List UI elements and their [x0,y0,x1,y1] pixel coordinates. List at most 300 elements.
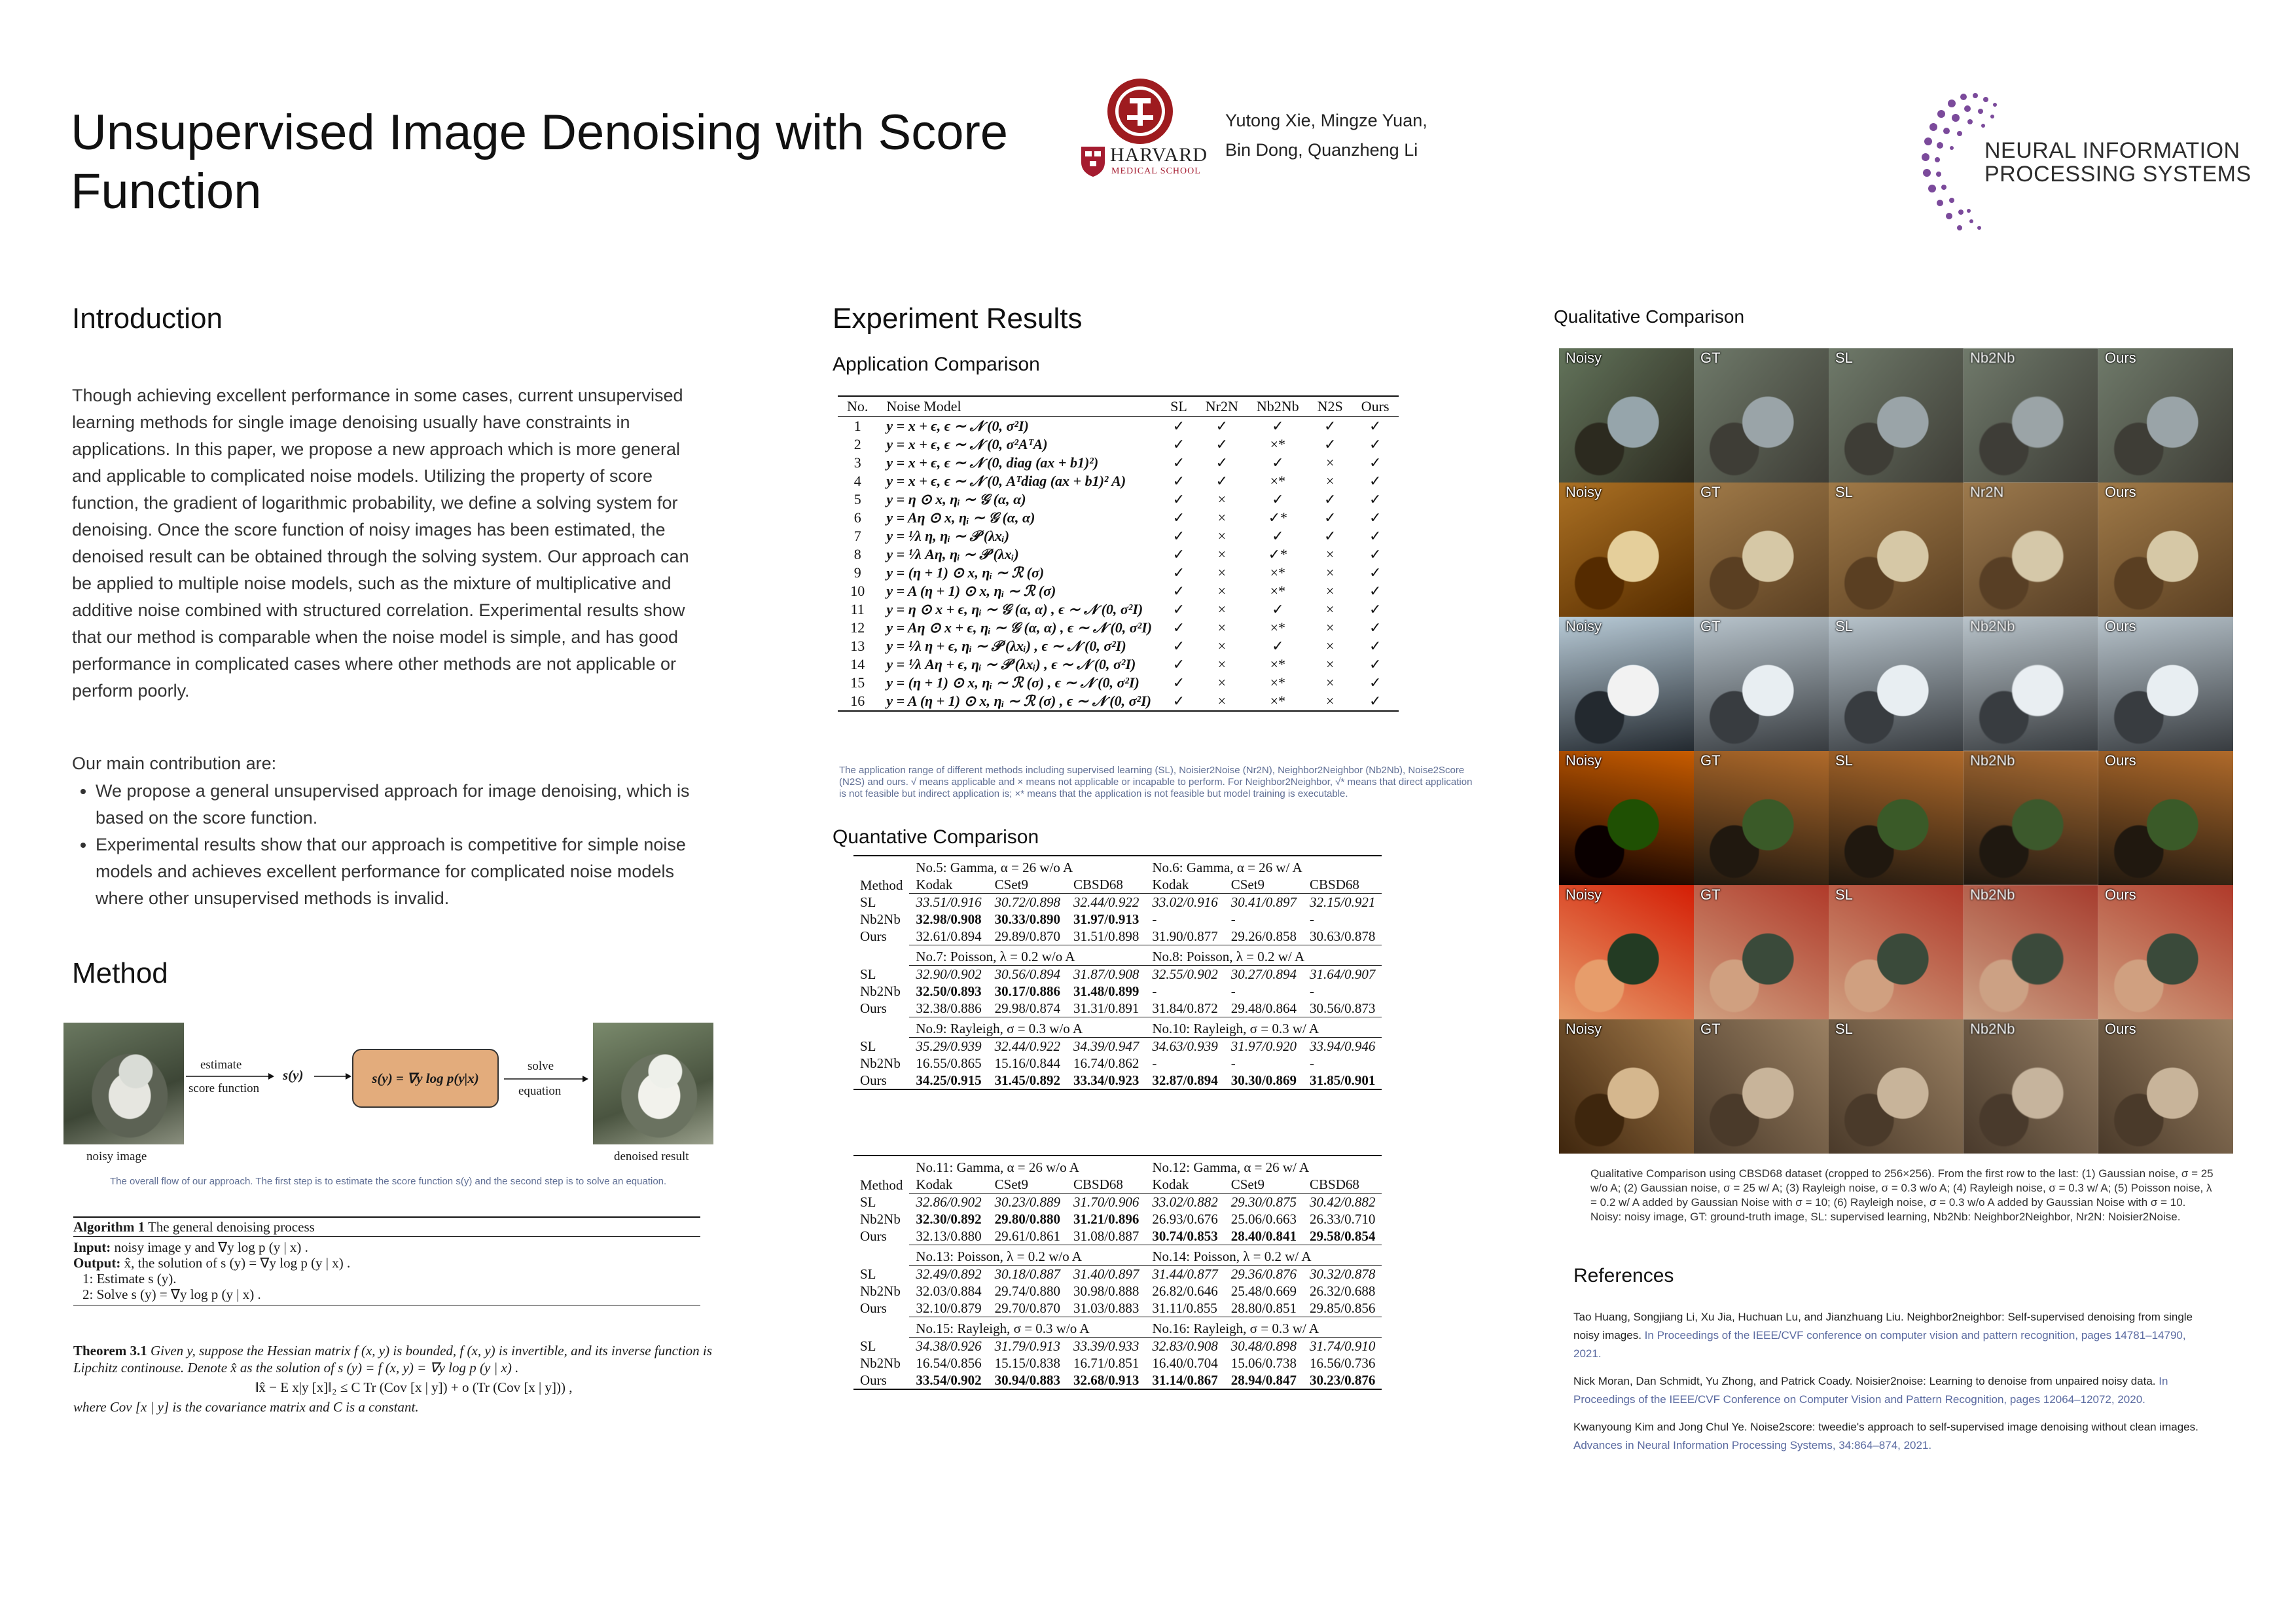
row-number: 6 [853,509,861,526]
method-name: Ours [860,1000,887,1017]
method-name: Ours [860,928,887,945]
metric-value: 31.21/0.896 [1073,1211,1139,1227]
metric-value: 29.74/0.880 [994,1283,1061,1299]
table-row [838,600,1399,619]
table-row [853,1283,1382,1300]
authors [1225,106,1427,165]
table-row [838,655,1399,674]
image-label: Nb2Nb [1970,1021,2015,1037]
algorithm-output: x̂, the solution of s (y) = ∇y log p (y | x) . [124,1255,351,1271]
applicability-mark: × [1217,546,1227,562]
group-header-row [853,856,1382,876]
metric-value: 16.71/0.851 [1073,1355,1139,1371]
applicability-mark: ✓ [1272,454,1284,471]
metric-value: - [1310,911,1315,927]
applicability-mark: ×* [1247,692,1308,711]
metric-value: 30.23/0.889 [994,1194,1061,1210]
applicability-mark: ✓ [1352,692,1399,711]
applicability-mark: × [1326,619,1335,636]
metric-value: 31.79/0.913 [994,1338,1061,1354]
metric-value: 32.87/0.894 [1145,1072,1224,1089]
application-table-wrap [838,395,1399,712]
metric-value: 30.72/0.898 [994,894,1061,910]
metric-value: 32.44/0.922 [1073,894,1139,910]
applicability-mark: ✓ [1369,491,1382,507]
comparison-image [1559,1019,1694,1154]
reference-item [1573,1308,2202,1363]
application-caption: The application range of different methods including supervised learning (SL), Noisier2Noise (Nr2N), Neighbor2Neighbor (Nb2Nb), Noise2Score (N2S) and ours. √ means applicable and × means not applicable or incapable to perform. For Neighbor2Neighbor, √* means that direct application is not feasible but indirect application is; ×* means that the application is not feasible but model training is executable. [839,765,1473,799]
table-row [838,674,1399,692]
image-label: SL [1835,886,1853,903]
image-label: Noisy [1566,618,1602,634]
applicability-mark: ✓ [1172,674,1185,691]
equation-label: equation [518,1084,562,1098]
table-row [838,509,1399,527]
table-row [838,692,1399,711]
image-label: Noisy [1566,886,1602,903]
app-col-header: Nb2Nb [1247,396,1308,417]
image-label: GT [1700,350,1721,366]
applicability-mark: ✓ [1215,436,1229,452]
dataset-label: CBSD68 [1303,1176,1382,1194]
metric-value: 32.13/0.880 [916,1228,982,1244]
comparison-image [1559,348,1694,483]
metric-value: 31.87/0.908 [1073,966,1139,982]
table-row [853,1266,1382,1283]
noise-setting-header: No.11: Gamma, α = 26 w/o A [909,1156,1145,1176]
metric-value: 15.06/0.738 [1230,1355,1297,1371]
comparison-image [1559,885,1694,1019]
applicability-mark: ✓ [1172,418,1185,434]
metric-value: 33.54/0.902 [909,1372,988,1389]
method-name: Ours [860,1228,887,1245]
dataset-label: Kodak [1145,1176,1224,1194]
authors-line-2: Bin Dong, Quanzheng Li [1225,140,1418,160]
comparison-image [2098,885,2233,1019]
table-row [838,545,1399,564]
metric-value: - [1310,1055,1315,1071]
noise-model-formula: y = ¹⁄λ Aη, ηᵢ ∼ 𝒫 (λxᵢ) [886,546,1019,562]
comparison-image [1694,885,1829,1019]
metric-value: 29.85/0.856 [1310,1300,1376,1316]
noise-model-formula: y = A (η + 1) ⊙ x, ηᵢ ∼ ℛ (σ) [886,583,1056,599]
metric-value: 32.61/0.894 [916,928,982,944]
applicability-mark: ✓ [1369,418,1382,434]
method-header-cell: Method [853,856,909,894]
noise-model-formula: y = (η + 1) ⊙ x, ηᵢ ∼ ℛ (σ) , ϵ ∼ 𝒩 (0, σ²I) [886,674,1139,691]
noise-model-formula: y = x + ϵ, ϵ ∼ 𝒩 (0, σ²AᵀA) [886,436,1048,452]
reference-text: Nick Moran, Dan Schmidt, Yu Zhong, and Patrick Coady. Noisier2noise: Learning to denoise from unpaired noisy data. [1573,1375,2156,1387]
algorithm-box [73,1216,700,1305]
table-row [853,1300,1382,1317]
denoised-image-thumb [593,1023,713,1144]
applicability-mark: × [1326,454,1335,471]
image-label: Nb2Nb [1970,350,2015,366]
image-label: Nr2N [1970,484,2004,500]
group-header-row [853,945,1382,966]
metric-value: 30.33/0.890 [994,911,1061,927]
arrow-to-box [314,1072,352,1080]
metric-value: 31.74/0.910 [1310,1338,1376,1354]
table-row [853,966,1382,983]
applicability-mark: ✓ [1172,656,1185,672]
quant-table [853,1155,1382,1390]
image-label: GT [1700,1021,1721,1037]
noise-setting-header: No.9: Rayleigh, σ = 0.3 w/o A [909,1017,1145,1038]
reference-venue: Advances in Neural Information Processing Systems, 34:864–874, 2021. [1573,1439,1932,1451]
introduction-heading: Introduction [72,302,223,335]
noise-model-formula: y = η ⊙ x, ηᵢ ∼ 𝒢 (α, α) [886,491,1026,507]
method-name: Ours [860,1300,887,1317]
metric-value: 32.49/0.892 [916,1266,982,1282]
method-name: Nb2Nb [860,911,901,927]
table-row [853,1055,1382,1072]
metric-value: 16.40/0.704 [1152,1355,1218,1371]
table-row [838,417,1399,436]
dataset-label: CSet9 [1225,1176,1303,1194]
arrow-estimate [186,1072,275,1080]
qualitative-caption: Qualitative Comparison using CBSD68 dataset (cropped to 256×256). From the first row to the last: (1) Gaussian noise, σ = 25 w/o A; (2) Gaussian noise, σ = 25 w/ A; (3) Rayleigh noise, σ = 0.3 w/o A; (4) Rayleigh noise, σ = 0.3 w/ A; (5) Poisson noise, λ = 0.2 w/ A added by Gaussian Noise with σ = 10; (6) Rayleigh noise, σ = 0.3 w/o A added by Gaussian Noise with σ = 10. Noisy: noisy image, GT: ground-truth image, SL: supervised learning, Nb2Nb: Neighbor2Neighbor, Nr2N: Noisier2Noise. [1590,1167,2214,1223]
applicability-mark: ✓ [1324,491,1336,507]
image-label: Ours [2105,484,2136,500]
applicability-mark: ✓ [1272,601,1284,617]
s-of-y-label: s(y) [283,1067,304,1083]
applicability-mark: ×* [1270,564,1285,581]
metric-value: 31.97/0.920 [1230,1038,1297,1054]
metric-value: 32.90/0.902 [916,966,982,982]
metric-value: 31.31/0.891 [1073,1000,1139,1016]
theorem-tail: where Cov [x | y] is the covariance matrix and C is a constant. [73,1399,419,1415]
method-name: Nb2Nb [860,983,901,999]
metric-value: 34.38/0.926 [916,1338,982,1354]
metric-value: - [1152,1055,1157,1071]
contribution-item: • Experimental results show that our approach is competitive for simple noise models and achieves excellent performance for complicated noise models where other unsupervised methods is invalid. [96,831,724,912]
row-number: 9 [853,564,861,581]
table-row [853,1211,1382,1228]
metric-value: 30.23/0.876 [1303,1372,1382,1389]
metric-value: 31.90/0.877 [1152,928,1218,944]
image-label: GT [1700,752,1721,769]
metric-value: 31.51/0.898 [1073,928,1139,944]
noise-model-formula: y = x + ϵ, ϵ ∼ 𝒩 (0, σ²I) [886,418,1029,434]
noisy-image-label: noisy image [86,1150,147,1163]
noise-model-formula: y = ¹⁄λ Aη + ϵ, ηᵢ ∼ 𝒫 (λxᵢ) , ϵ ∼ 𝒩 (0, σ²I) [886,656,1136,672]
applicability-mark: ✓ [1272,418,1284,434]
applicability-mark: × [1326,583,1335,599]
applicability-mark: × [1217,656,1227,672]
metric-value: 33.94/0.946 [1310,1038,1376,1054]
table-row [838,564,1399,582]
app-col-header: Nr2N [1196,396,1247,417]
score-equation-box: s(y) = ∇y log p(y|x) [352,1049,499,1108]
comparison-image [2098,483,2233,617]
row-number: 4 [853,473,861,489]
metric-value: - [1310,983,1315,999]
applicability-mark: ×* [1270,619,1285,636]
applicability-mark: ✓ [1324,528,1336,544]
theorem-text: Given y, suppose the Hessian matrix f (x, y) is bounded, f (x, y) is invertible, and its inverse function is Lipchitz continouse. Denote x̂ as the solution of s (y) = f (x, y) = ∇y log p (y | x) . [73,1343,712,1376]
dataset-header-row [853,1176,1382,1194]
row-number: 14 [850,656,865,672]
applicability-mark: ✓ [1172,436,1185,452]
table-row [853,1194,1382,1211]
harvard-shield-icon [1080,145,1106,178]
metric-value: 28.80/0.851 [1230,1300,1297,1316]
metric-value: 33.02/0.916 [1152,894,1218,910]
row-number: 13 [850,638,865,654]
applicability-mark: ✓ [1172,473,1185,489]
image-label: SL [1835,752,1853,769]
qualitative-heading: Qualitative Comparison [1554,306,1745,327]
algorithm-output-label: Output: [73,1255,121,1271]
contribution-item: • We propose a general unsupervised approach for image denoising, which is based on the score function. [96,778,724,831]
algorithm-input-label: Input: [73,1239,111,1255]
applicability-mark: ✓ [1324,436,1336,452]
image-label: Ours [2105,752,2136,769]
table-row [853,1228,1382,1245]
applicability-mark: ×* [1270,583,1285,599]
applicability-mark: × [1326,674,1335,691]
metric-value: 30.56/0.873 [1310,1000,1376,1016]
noise-setting-header: No.12: Gamma, α = 26 w/ A [1145,1156,1382,1176]
metric-value: 26.93/0.676 [1152,1211,1218,1227]
image-label: Nb2Nb [1970,886,2015,903]
table-row [853,1038,1382,1055]
method-header-cell: Method [853,1156,909,1194]
table-row [853,894,1382,911]
estimate-label: estimate [200,1058,242,1072]
metric-value: 15.15/0.838 [994,1355,1061,1371]
dataset-label: CBSD68 [1303,876,1382,894]
table-row [853,1372,1382,1389]
method-name: Ours [853,1372,909,1389]
metric-value: 30.30/0.869 [1225,1072,1303,1089]
applicability-mark: ✓ [1161,692,1196,711]
applicability-mark: ✓ [1369,674,1382,691]
applicability-mark: ✓ [1369,656,1382,672]
metric-value: 33.51/0.916 [916,894,982,910]
applicability-mark: ✓ [1172,454,1185,471]
reference-text: Kwanyoung Kim and Jong Chul Ye. Noise2score: tweedie's approach to self-supervised image denoising without clean images. [1573,1421,2198,1433]
noise-model-formula: y = x + ϵ, ϵ ∼ 𝒩 (0, diag (ax + b1)²) [886,454,1099,471]
applicability-mark: ✓ [1369,509,1382,526]
metric-value: 30.41/0.897 [1230,894,1297,910]
noisy-image-thumb [63,1023,184,1144]
applicability-mark: ✓* [1268,509,1287,526]
algorithm-input: noisy image y and ∇y log p (y | x) . [114,1239,308,1255]
metric-value: 29.30/0.875 [1230,1194,1297,1210]
comparison-image [1694,348,1829,483]
pku-logo [1106,77,1174,145]
applicability-mark: ✓ [1272,528,1284,544]
app-col-header: Noise Model [877,396,1161,417]
metric-value: 35.29/0.939 [916,1038,982,1054]
metric-value: 31.48/0.899 [1073,983,1139,999]
poster-title: Unsupervised Image Denoising with Score Function [71,105,1009,219]
authors-line-1: Yutong Xie, Mingze Yuan, [1225,111,1427,130]
noise-setting-header: No.6: Gamma, α = 26 w/ A [1145,856,1382,876]
metric-value: 30.48/0.898 [1230,1338,1297,1354]
metric-value: 31.85/0.901 [1303,1072,1382,1089]
metric-value: 26.32/0.688 [1310,1283,1376,1299]
applicability-mark: ✓* [1268,546,1287,562]
applicability-mark: ✓ [1369,583,1382,599]
applicability-mark: ✓ [1369,454,1382,471]
table-row [853,1355,1382,1372]
group-header-row [853,1245,1382,1266]
metric-value: 30.17/0.886 [994,983,1061,999]
metric-value: 29.48/0.864 [1230,1000,1297,1016]
image-label: Ours [2105,350,2136,366]
metric-value: 32.10/0.879 [916,1300,982,1316]
arrow-solve [504,1075,589,1083]
metric-value: - [1230,983,1236,999]
metric-value: 29.58/0.854 [1310,1228,1376,1244]
image-label: GT [1700,886,1721,903]
image-label: Nb2Nb [1970,752,2015,769]
noise-setting-header: No.15: Rayleigh, σ = 0.3 w/o A [909,1317,1145,1338]
dataset-label: Kodak [909,1176,988,1194]
image-label: GT [1700,618,1721,634]
row-number: 7 [853,528,861,544]
method-heading: Method [72,957,168,989]
table-row [838,490,1399,509]
image-label: Noisy [1566,752,1602,769]
image-label: SL [1835,1021,1853,1037]
row-number: 3 [853,454,861,471]
comparison-image [1964,348,2098,483]
comparison-image [1829,483,1964,617]
dataset-label: CBSD68 [1067,876,1145,894]
table-row [853,983,1382,1000]
applicability-mark: × [1217,619,1227,636]
comparison-image [1694,483,1829,617]
comparison-image [1559,751,1694,885]
comparison-image [1964,751,2098,885]
table-row [838,435,1399,454]
applicability-mark: × [1326,656,1335,672]
metric-value: 30.32/0.878 [1310,1266,1376,1282]
reference-text: Tao Huang, Songjiang Li, Xu Jia, Huchuan Lu, and Jianzhuang Liu. Neighbor2neighbor: Self-supervised denoising from single noisy images. [1573,1311,2193,1341]
comparison-image [1829,617,1964,751]
method-name: SL [860,966,876,982]
metric-value: 33.34/0.923 [1067,1072,1145,1089]
metric-value: 29.61/0.861 [994,1228,1061,1244]
row-number: 2 [853,436,861,452]
metric-value: 25.06/0.663 [1230,1211,1297,1227]
application-comparison-heading: Application Comparison [833,354,1040,375]
solve-label: solve [528,1059,554,1073]
applicability-mark: ✓ [1172,564,1185,581]
table-row [853,1000,1382,1017]
metric-value: - [1230,911,1236,927]
theorem-label: Theorem 3.1 [73,1343,147,1359]
app-col-header: Ours [1352,396,1399,417]
neurips-line-2: PROCESSING SYSTEMS [1984,162,2251,187]
metric-value: 16.56/0.736 [1310,1355,1376,1371]
method-name: SL [860,1038,876,1054]
metric-value: 31.70/0.906 [1073,1194,1139,1210]
applicability-mark: ✓ [1369,601,1382,617]
applicability-mark: × [1326,638,1335,654]
theorem-block [73,1342,754,1415]
reference-item [1573,1418,2202,1455]
row-number: 11 [850,601,865,617]
metric-value: 29.26/0.858 [1230,928,1297,944]
applicability-mark: × [1217,674,1227,691]
table-row [853,928,1382,945]
comparison-image [1694,751,1829,885]
comparison-image [1829,885,1964,1019]
metric-value: 30.42/0.882 [1310,1194,1376,1210]
image-label: Ours [2105,1021,2136,1037]
applicability-mark: ✓ [1172,601,1185,617]
method-name: SL [860,1266,876,1282]
applicability-mark: ✓ [1324,509,1336,526]
table-row [838,619,1399,637]
dataset-label: CBSD68 [1067,1176,1145,1194]
noise-setting-header: No.5: Gamma, α = 26 w/o A [909,856,1145,876]
image-label: Ours [2105,886,2136,903]
comparison-image [1829,751,1964,885]
comparison-image [1964,617,2098,751]
applicability-mark: ✓ [1215,454,1229,471]
metric-value: 29.36/0.876 [1230,1266,1297,1282]
metric-value: 32.38/0.886 [916,1000,982,1016]
comparison-image [1694,1019,1829,1154]
row-number: 10 [850,583,865,599]
dataset-label: Kodak [909,876,988,894]
image-label: SL [1835,350,1853,366]
table-row [838,637,1399,655]
experiments-heading: Experiment Results [833,302,1083,335]
method-name: Nb2Nb [860,1211,901,1227]
spacer-cell [853,945,909,966]
reference-item [1573,1372,2202,1409]
metric-value: 30.63/0.878 [1310,928,1376,944]
table-row [853,911,1382,928]
metric-value: 31.45/0.892 [988,1072,1067,1089]
metric-value: 32.55/0.902 [1152,966,1218,982]
row-number: 1 [853,418,861,434]
metric-value: 31.40/0.897 [1073,1266,1139,1282]
introduction-paragraph: Though achieving excellent performance in some cases, current unsupervised learning methods for single image denoising usually have constraints in applications. In this paper, we propose a new approach which is more general and applicable to complicated noise models. Utilizing the property of score function, the gradient of logarithmic probability, we define a solving system for denoising. Once the score function of noisy images has been estimated, the denoised result can be obtained through the solving system. Our approach can be applied to multiple noise models, such as the mixture of multiplicative and additive noise combined with structured correlation. Experimental results show that our method is comparable when the noise model is simple, and has good performance in complicated cases where other methods are not applicable or perform poorly. [72,386,689,701]
applicability-mark: × [1308,692,1352,711]
image-label: SL [1835,484,1853,500]
metric-value: 33.39/0.933 [1073,1338,1139,1354]
app-col-header: No. [838,396,877,417]
metric-value: 31.64/0.907 [1310,966,1376,982]
noise-model-formula: y = ¹⁄λ η, ηᵢ ∼ 𝒫 (λxᵢ) [886,528,1010,544]
qualitative-grid [1559,348,2233,1154]
image-label: Nb2Nb [1970,618,2015,634]
applicability-mark: ✓ [1272,638,1284,654]
applicability-mark: ✓ [1172,528,1185,544]
method-name: SL [860,894,876,910]
comparison-image [1829,348,1964,483]
table-row [853,1338,1382,1355]
flow-caption: The overall flow of our approach. The first step is to estimate the score function s(y) and the second step is to solve an equation. [110,1176,667,1187]
method-name: Nb2Nb [860,1355,901,1371]
metric-value: 26.82/0.646 [1152,1283,1218,1299]
metric-value: 34.63/0.939 [1152,1038,1218,1054]
applicability-mark: × [1217,638,1227,654]
applicability-mark: × [1326,473,1335,489]
metric-value: 30.94/0.883 [988,1372,1067,1389]
comparison-image [1964,885,2098,1019]
metric-value: 32.03/0.884 [916,1283,982,1299]
metric-value: 25.48/0.669 [1230,1283,1297,1299]
